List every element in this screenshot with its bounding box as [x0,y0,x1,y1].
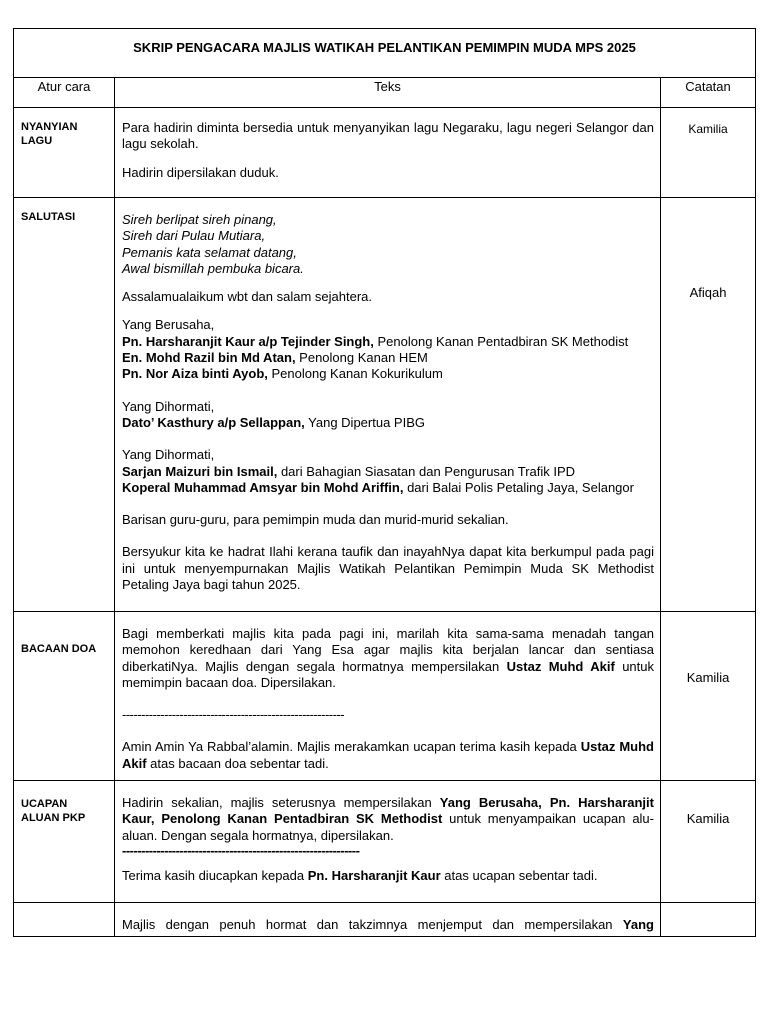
opening-closing: Bersyukur kita ke hadrat Ilahi kerana taufik dan inayahNya dapat kita berkumpul pada pagi ini untuk menyempurnakan Majlis Watikah Pelantikan Pemimpin Muda SK Methodist Petaling Jaya bagi tahun 2025. [122,544,654,593]
header-atur-cara: Atur cara [14,78,115,108]
table-row [14,781,756,903]
text-paragraph: Hadirin sekalian, majlis seterusnya mempersilakan Yang Berusaha, Pn. Harsharanjit Kaur, Penolong Kanan Pentadbiran SK Methodist untuk menyampaikan ucapan alu-aluan. Dengan segala hormatnya, dipersilakan. [122,795,654,843]
script-table [13,28,756,937]
document-title: SKRIP PENGACARA MAJLIS WATIKAH PELANTIKAN PEMIMPIN MUDA MPS 2025 [133,40,636,55]
text-paragraph: Terima kasih diucapkan kepada Pn. Harsharanjit Kaur atas ucapan sebentar tadi. [122,867,598,883]
note-cell: Kamilia [661,612,756,781]
divider-line: ---------------------------------------------------------- [122,707,345,723]
text-paragraph: Majlis dengan penuh hormat dan takzimnya menjemput dan mempersilakan Yang [122,917,654,933]
pantun: Sireh berlipat sireh pinang, Sireh dari Pulau Mutiara, Pemanis kata selamat datang, Awal bismillah pembuka bicara. [122,212,304,276]
section-text [115,108,661,198]
text-paragraph: Para hadirin diminta bersedia untuk menyanyikan lagu Negaraku, lagu negeri Selangor dan lagu sekolah. [122,120,654,152]
text-paragraph: Amin Amin Ya Rabbal’alamin. Majlis merakamkan ucapan terima kasih kepada Ustaz Muhd Akif atas bacaan doa sebentar tadi. [122,739,654,771]
table-row [14,903,756,937]
section-text [115,612,661,781]
section-label: BACAAN DOA [14,612,115,781]
table-row [14,612,756,781]
greeting: Assalamualaikum wbt dan salam sejahtera. [122,289,373,305]
guest-list-yang-berusaha: Yang Berusaha, Pn. Harsharanjit Kaur a/p Tejinder Singh, Penolong Kanan Pentadbiran SK Methodist En. Mohd Razil bin Md Atan, Penolong Kanan HEM Pn. Nor Aiza binti Ayob, Penolong Kanan Kokurikulum [122,317,629,382]
header-catatan: Catatan [661,78,756,108]
table-row [14,108,756,198]
text-paragraph: Bagi memberkati majlis kita pada pagi ini, marilah kita sama-sama menadah tangan memohon keredhaan dari Yang Esa agar majlis kita berjalan lancar dan sentiasa diberkatiNya. Majlis dengan segala hormatnya mempersilakan Ustaz Muhd Akif untuk memimpin bacaan doa. Dipersilakan. [122,626,654,690]
table-row [14,198,756,612]
section-label [14,903,115,937]
section-text [115,198,661,612]
section-text [115,781,661,903]
note-cell: Kamilia [661,108,756,198]
section-label: NYANYIAN LAGU [14,108,115,198]
guest-list-yang-dihormati: Yang Dihormati, Dato’ Kasthury a/p Sellappan, Yang Dipertua PIBG [122,398,425,430]
section-label: UCAPAN ALUAN PKP [14,781,115,903]
note-cell [661,903,756,937]
document-title-cell [14,29,756,78]
section-text [115,903,661,937]
text-paragraph: Hadirin dipersilakan duduk. [122,164,279,180]
note-cell: Afiqah [661,198,756,612]
guest-list-police: Yang Dihormati, Sarjan Maizuri bin Ismail, dari Bahagian Siasatan dan Pengurusan Trafik IPD Koperal Muhammad Amsyar bin Mohd Ariffin, dari Balai Polis Petaling Jaya, Selangor [122,447,634,495]
header-row [14,78,756,108]
section-label: SALUTASI [14,198,115,612]
header-teks: Teks [115,78,661,108]
note-cell: Kamilia [661,781,756,903]
audience-greeting: Barisan guru-guru, para pemimpin muda dan murid-murid sekalian. [122,512,509,528]
divider-line: -------------------------------------------------------------- [122,843,360,858]
